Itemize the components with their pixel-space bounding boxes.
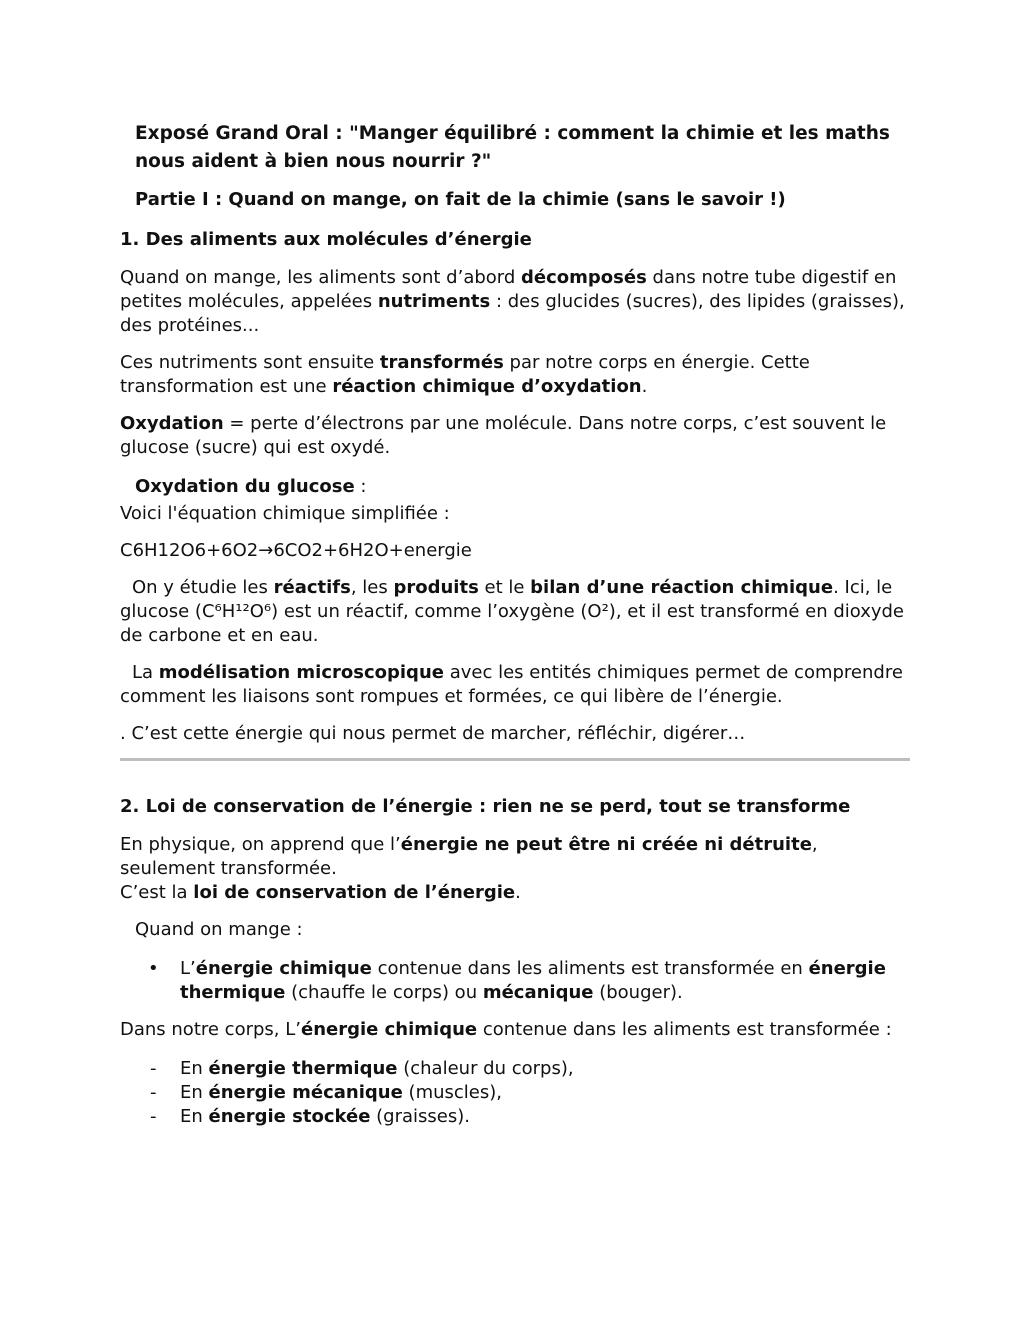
when-eating-label: Quand on mange : <box>135 919 303 940</box>
dash-marker: - <box>150 1058 157 1079</box>
section-1-heading: 1. Des aliments aux molécules d’énergie <box>120 229 532 250</box>
oxidation-definition: Oxydation = perte d’électrons par une molécule. Dans notre corps, c’est souvent le glucose (sucre) qui est oxydé. <box>120 413 887 458</box>
section-2-heading: 2. Loi de conservation de l’énergie : rien ne se perd, tout se transforme <box>120 796 851 817</box>
dash-marker: - <box>150 1106 157 1127</box>
bullet-list <box>120 957 910 1005</box>
horizontal-divider <box>120 758 910 761</box>
list-item: - En énergie stockée (graisses). <box>150 1106 470 1127</box>
section-2-paragraph-1b: C’est la loi de conservation de l’énergie. <box>120 882 521 903</box>
section-1-paragraph-5: La modélisation microscopique avec les entités chimiques permet de comprendre comment les liaisons sont rompues et formées, ce qui libère de l’énergie. <box>120 662 903 707</box>
part-heading: Partie I : Quand on mange, on fait de la chimie (sans le savoir !) <box>135 189 786 210</box>
dash-marker: - <box>150 1082 157 1103</box>
list-item: • L’énergie chimique contenue dans les aliments est transformée en énergie thermique (chauffe le corps) ou mécanique (bouger). <box>148 958 886 1003</box>
bullet-icon: • <box>148 958 159 979</box>
list-item: - En énergie mécanique (muscles), <box>150 1082 502 1103</box>
section-1-paragraph-2: Ces nutriments sont ensuite transformés par notre corps en énergie. Cette transformation est une réaction chimique d’oxydation. <box>120 352 810 397</box>
section-2-paragraph-2: Dans notre corps, L’énergie chimique contenue dans les aliments est transformée : <box>120 1019 892 1040</box>
document-title: Exposé Grand Oral : "Manger équilibré : comment la chimie et les maths nous aident à bien nous nourrir ?" <box>135 123 890 172</box>
glucose-oxidation-heading: Oxydation du glucose : <box>135 476 367 497</box>
section-2-paragraph-1: En physique, on apprend que l’énergie ne peut être ni créée ni détruite, seulement transformée. <box>120 834 818 879</box>
section-1-paragraph-6: . C’est cette énergie qui nous permet de marcher, réfléchir, digérer… <box>120 723 746 744</box>
chemical-equation: C6H12O6+6O2→6CO2+6H2O+energie <box>120 540 472 561</box>
document-body <box>120 120 910 1129</box>
section-1-paragraph-1: Quand on mange, les aliments sont d’abord décomposés dans notre tube digestif en petites molécules, appelées nutriments : des glucides (sucres), des lipides (graisses), des protéines... <box>120 267 905 336</box>
section-1-paragraph-4: On y étudie les réactifs, les produits et le bilan d’une réaction chimique. Ici, le glucose (C⁶H¹²O⁶) est un réactif, comme l’oxygène (O²), et il est transformé en dioxyde de carbone et en eau. <box>120 577 905 646</box>
dash-list <box>120 1057 910 1129</box>
equation-intro: Voici l'équation chimique simplifiée : <box>120 503 450 524</box>
list-item: - En énergie thermique (chaleur du corps), <box>150 1058 574 1079</box>
